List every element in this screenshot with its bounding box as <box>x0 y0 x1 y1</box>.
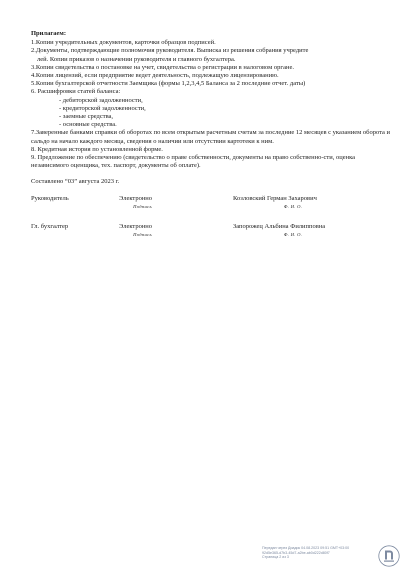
signature-role: Гл. бухгалтер <box>31 222 69 230</box>
balance-subitem-receivables: - дебиторской задолженности, <box>59 96 143 104</box>
signature-caption: Подпись <box>133 203 152 209</box>
signatory-name: Запорожец Альбина Филипповна <box>233 222 326 230</box>
signatory-name-caption: Ф. И. О. <box>283 203 303 209</box>
stamp-page-line: Страница 2 из 3 <box>262 555 289 560</box>
document-body <box>31 30 391 243</box>
signature-role: Руководитель <box>31 194 69 202</box>
attachment-item-9: 9. Предложение по обеспечению (свидетельство о праве собственности, документы на право собственно-сти, оценка независимого оценщика, тех. паспорт, документы об оплате). <box>31 154 356 170</box>
attachments-heading: Прилагаем: <box>31 30 66 37</box>
signature-caption: Подпись <box>133 231 152 237</box>
signature-value: Электронно <box>119 194 153 202</box>
attachment-item-6: 6. Расшифровки статей баланса: <box>31 88 121 96</box>
attachment-item-2: 2.Документы, подтверждающие полномочия руководителя. Выписка из решения собрания учредите <box>31 47 309 55</box>
balance-subitem-borrowed: - заемные средства, <box>59 113 114 121</box>
attachment-item-8: 8. Кредитная история по установленной форме. <box>31 145 163 153</box>
signatory-name-caption: Ф. И. О. <box>283 231 303 237</box>
stamp-transfer-line: Передан через Диадок 04.08.2023 09:51 GMT+03:00 <box>262 546 350 550</box>
signature-row-accountant <box>31 223 391 243</box>
edo-stamp <box>262 546 374 560</box>
attachment-item-1: 1.Копии учредительных документов, карточки образцов подписей. <box>31 39 216 47</box>
attachment-item-3: 3.Копии свидетельства о постановке на учет, свидетельства о регистрации в налоговом органе. <box>31 63 294 71</box>
composed-date: Составлено “03” августа 2023 г. <box>31 178 120 186</box>
signatory-name: Козловский Герман Захарович <box>233 194 317 202</box>
attachment-item-7: 7.Заверенные банками справки об оборотах по всем открытым расчетным счетам за последние 12 месяцев с указанием оборота и сальдо на начало каждого месяца, сведения о наличии или отсутствии картотеки к ним. <box>31 129 391 145</box>
attachment-item-5: 5.Копии бухгалтерской отчетности Заемщика (формы 1,2,3,4,5 Баланса за 2 последние отчет. даты) <box>31 80 306 88</box>
balance-subitem-payables: - кредиторской задолженности, <box>59 104 146 112</box>
balance-subitem-fixed-assets: - основные средства. <box>59 121 117 129</box>
attachment-item-4: 4.Копии лицензий, если предприятие ведет деятельность, подлежащую лицензированию. <box>31 72 279 80</box>
diadoc-logo-icon <box>378 545 400 567</box>
signature-row-director <box>31 195 391 215</box>
stamp-guid-line: 92d5e365-d7b3-45d7-a2be-ab0d222d80f7 <box>262 550 330 555</box>
attachment-item-2-cont: лей. Копии приказов о назначении руководителя и главного бухгалтера. <box>37 55 236 63</box>
signature-value: Электронно <box>119 222 153 230</box>
